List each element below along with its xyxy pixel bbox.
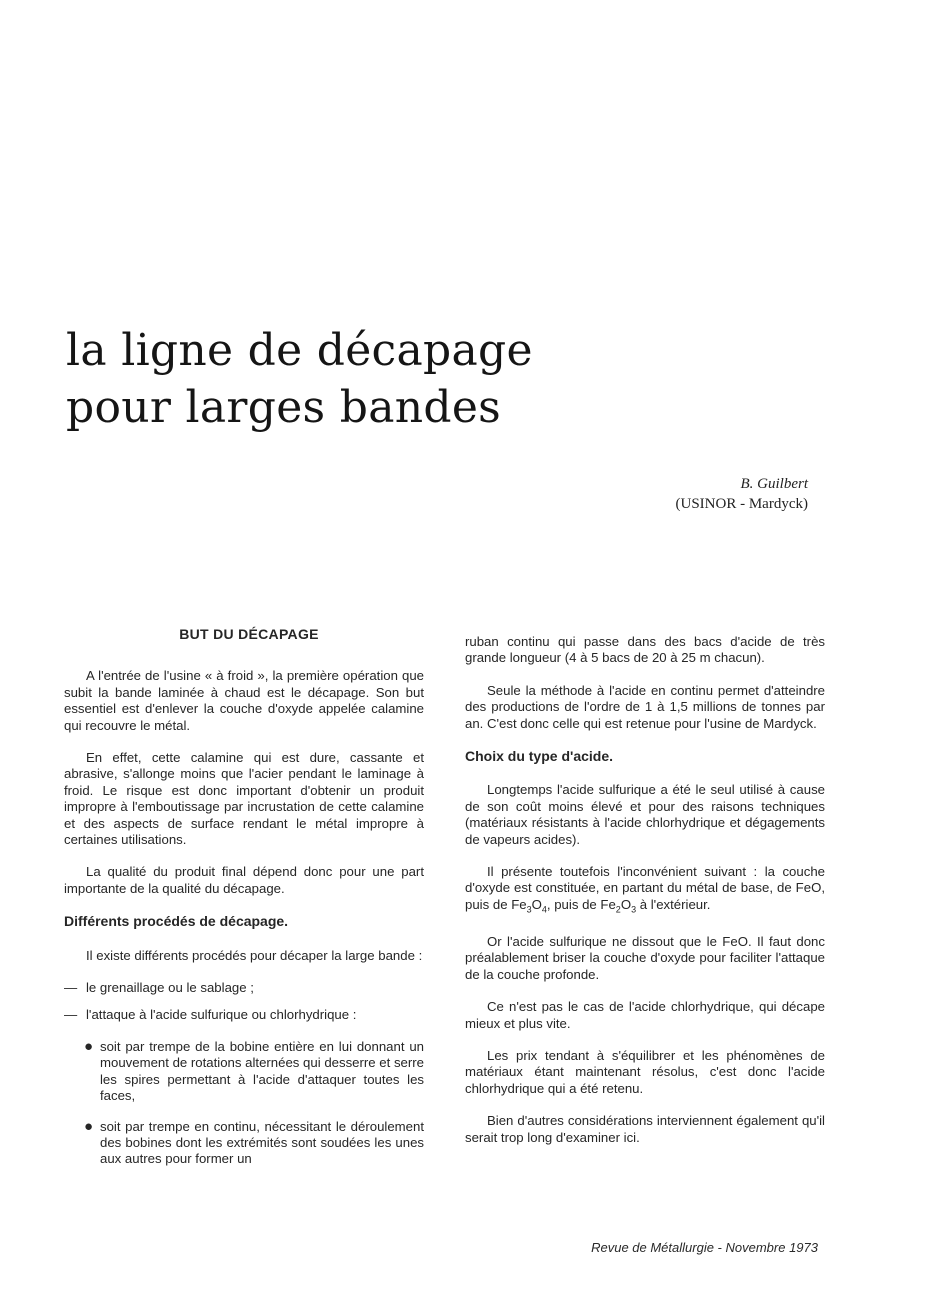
subscript: 2: [615, 904, 621, 915]
article-title: [66, 322, 533, 436]
paragraph: En effet, cette calamine qui est dure, cassante et abrasive, s'allonge moins que l'acier pendant le laminage à froid. Le risque est donc important d'obtenir un produit impropre à l'emboutissage par incrustation de cette calamine et des aspects de surface rendant le métal impropre à certaines utilisations.: [64, 750, 424, 848]
text-run: O: [531, 896, 542, 912]
title-line-1: la ligne de décapage: [66, 325, 533, 376]
paragraph-oxide-layers: [465, 864, 825, 918]
author-block: [676, 474, 808, 514]
dash-list-item: [64, 1007, 424, 1023]
subheading-choix-du-type-d-acide: Choix du type d'acide.: [465, 748, 614, 765]
bullet-icon: ●: [84, 1037, 94, 1055]
bullet-text: soit par trempe de la bobine entière en lui donnant un mouvement de rotations alternées qui desserre et serre les spires permettant à l'acide d'attaquer toutes les faces,: [100, 1038, 424, 1104]
bullet-text: soit par trempe en continu, nécessitant le déroulement des bobines dont les extrémités sont soudées les unes aux autres pour former un: [100, 1118, 424, 1167]
bullet-list-item: [64, 1119, 424, 1168]
right-column: [465, 634, 825, 1162]
paragraph: La qualité du produit final dépend donc pour une part importante de la qualité du décapage.: [64, 864, 424, 896]
paragraph: Bien d'autres considérations interviennent également qu'il serait trop long d'examiner ici.: [465, 1113, 825, 1145]
subscript: 3: [526, 904, 532, 915]
title-line-2: pour larges bandes: [66, 382, 502, 433]
dash-list-item: [64, 980, 424, 996]
subscript: 3: [631, 904, 637, 915]
section-heading-but-du-decapage: BUT DU DÉCAPAGE: [179, 626, 319, 642]
left-column: [64, 626, 424, 1182]
paragraph: Longtemps l'acide sulfurique a été le seul utilisé à cause de son coût moins élevé et pour des raisons techniques (matériaux résistants à l'acide chlorhydrique et dégagements de vapeurs acides).: [465, 782, 825, 847]
paragraph: Or l'acide sulfurique ne dissout que le FeO. Il faut donc préalablement briser la couche d'oxyde pour faciliter l'attaque de la couche profonde.: [465, 933, 825, 982]
text-run: à l'extérieur.: [636, 896, 711, 912]
bullet-list-item: [64, 1039, 424, 1105]
text-run: , puis de Fe: [546, 896, 616, 912]
paragraph: Seule la méthode à l'acide en continu permet d'atteindre des productions de l'ordre de 1 à 1,5 millions de tonnes par an. C'est donc celle qui est retenue pour l'usine de Mardyck.: [465, 682, 825, 731]
dash-text: le grenaillage ou le sablage ;: [86, 980, 254, 996]
paragraph: A l'entrée de l'usine « à froid », la première opération que subit la bande laminée à chaud est le décapage. Son but essentiel est d'enlever la couche d'oxyde appelée calamine qui recouvre le métal.: [64, 668, 424, 733]
dash-text: l'attaque à l'acide sulfurique ou chlorhydrique :: [86, 1006, 357, 1022]
journal-footer: Revue de Métallurgie - Novembre 1973: [591, 1240, 818, 1255]
bullet-icon: ●: [84, 1117, 94, 1135]
dash-mark: —: [64, 980, 78, 996]
author-name: B. Guilbert: [740, 476, 808, 492]
subscript: 4: [541, 904, 547, 915]
subheading-differents-procedes: Différents procédés de décapage.: [64, 913, 289, 930]
dash-mark: —: [64, 1006, 78, 1022]
author-affiliation: (USINOR - Mardyck): [675, 496, 808, 512]
text-run: Il présente toutefois l'inconvénient suivant : la couche d'oxyde est constituée, en partant du métal de base, de FeO, puis de Fe: [465, 864, 825, 912]
paragraph: Ce n'est pas le cas de l'acide chlorhydrique, qui décape mieux et plus vite.: [465, 999, 825, 1031]
paragraph: Il existe différents procédés pour décaper la large bande :: [86, 947, 423, 963]
paragraph: Les prix tendant à s'équilibrer et les phénomènes de matériaux étant maintenant résolus, c'est donc l'acide chlorhydrique qui a été retenu.: [465, 1047, 825, 1096]
text-run: O: [620, 896, 632, 912]
paragraph: ruban continu qui passe dans des bacs d'acide de très grande longueur (4 à 5 bacs de 20 à 25 m chacun).: [465, 634, 825, 666]
